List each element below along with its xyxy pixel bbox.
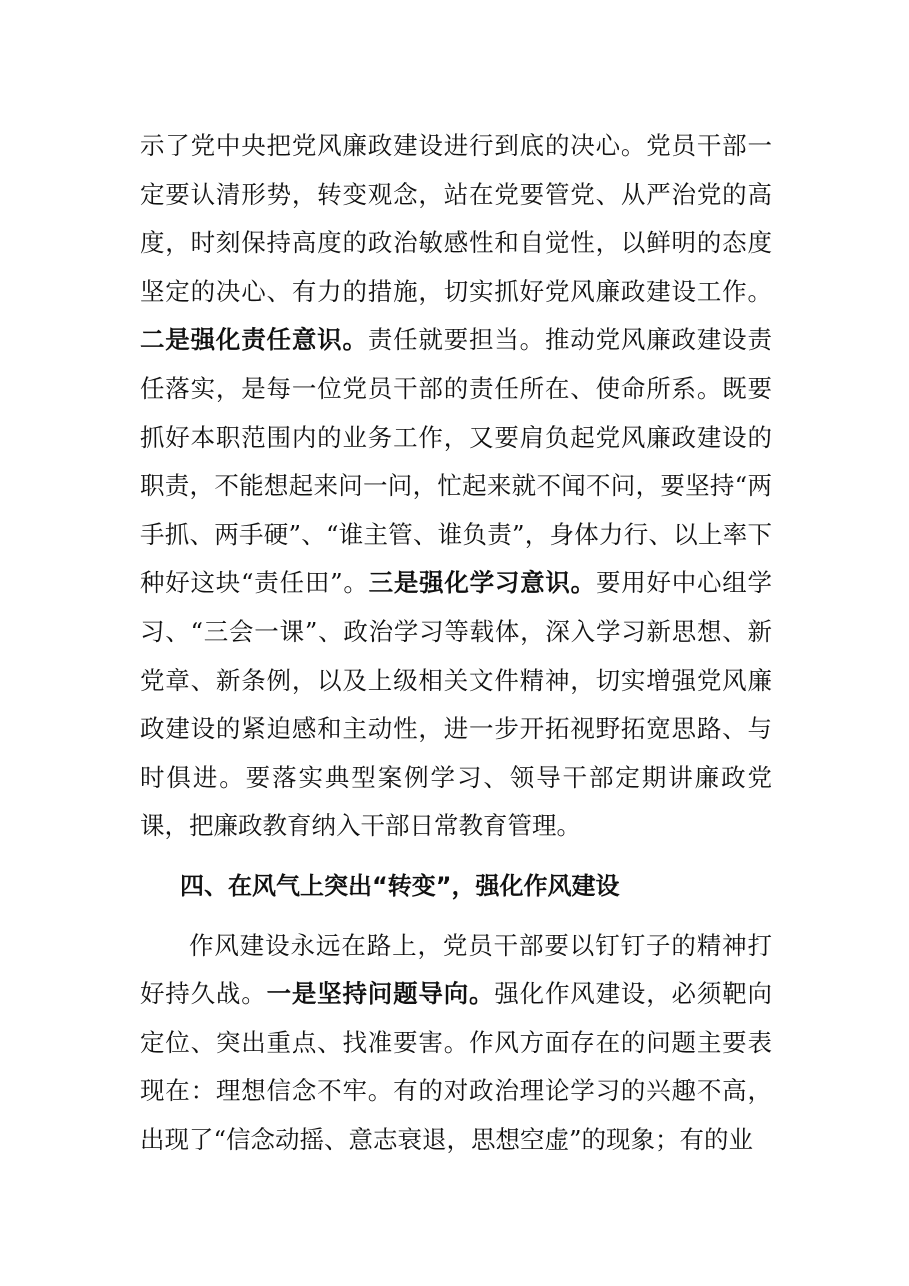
body-paragraph-2: [140, 922, 772, 1165]
paragraph-text: 要用好中心组学习、“三会一课”、政治学习等载体，深入学习新思想、新党章、新条例，以及上级相关文件精神，切实增强党风廉政建设的紧迫感和主动性，进一步开拓视野拓宽思路、与时俱进。要落实典型案例学习、领导干部定期讲廉政党课，把廉政教育纳入干部日常教育管理。: [140, 568, 772, 841]
document-body: [140, 122, 772, 1164]
paragraph-text: 强化作风建设，必须靶向定位、突出重点、找准要害。作风方面存在的问题主要表现在：理想信念不牢。有的对政治理论学习的兴趣不高，出现了“信念动摇、意志衰退，思想空虚”的现象；有的业: [140, 979, 772, 1154]
body-paragraph-1: [140, 122, 772, 851]
bold-subheading: 一是坚持问题导向。: [266, 979, 495, 1009]
paragraph-text: 示了党中央把党风廉政建设进行到底的决心。党员干部一定要认清形势，转变观念，站在党要管党、从严治党的高度，时刻保持高度的政治敏感性和自觉性，以鲜明的态度坚定的决心、有力的措施，切实抓好党风廉政建设工作。: [140, 131, 772, 306]
bold-subheading: 三是强化学习意识。: [368, 568, 596, 598]
paragraph-text: 作风建设永远在路上，党员干部要以钉钉子的精神打好持久战。: [140, 930, 772, 1009]
bold-subheading: 二是强化责任意识。: [140, 325, 368, 355]
section-heading: 四、在风气上突出“转变”，强化作风建设: [180, 871, 620, 900]
paragraph-text: 责任就要担当。推动党风廉政建设责任落实，是每一位党员干部的责任所在、使命所系。既要抓好本职范围内的业务工作，又要肩负起党风廉政建设的职责，不能想起来问一问，忙起来就不闻不问，要坚持“两手抓、两手硬”、“谁主管、谁负责”，身体力行、以上率下种好这块“责任田”。: [140, 325, 772, 598]
